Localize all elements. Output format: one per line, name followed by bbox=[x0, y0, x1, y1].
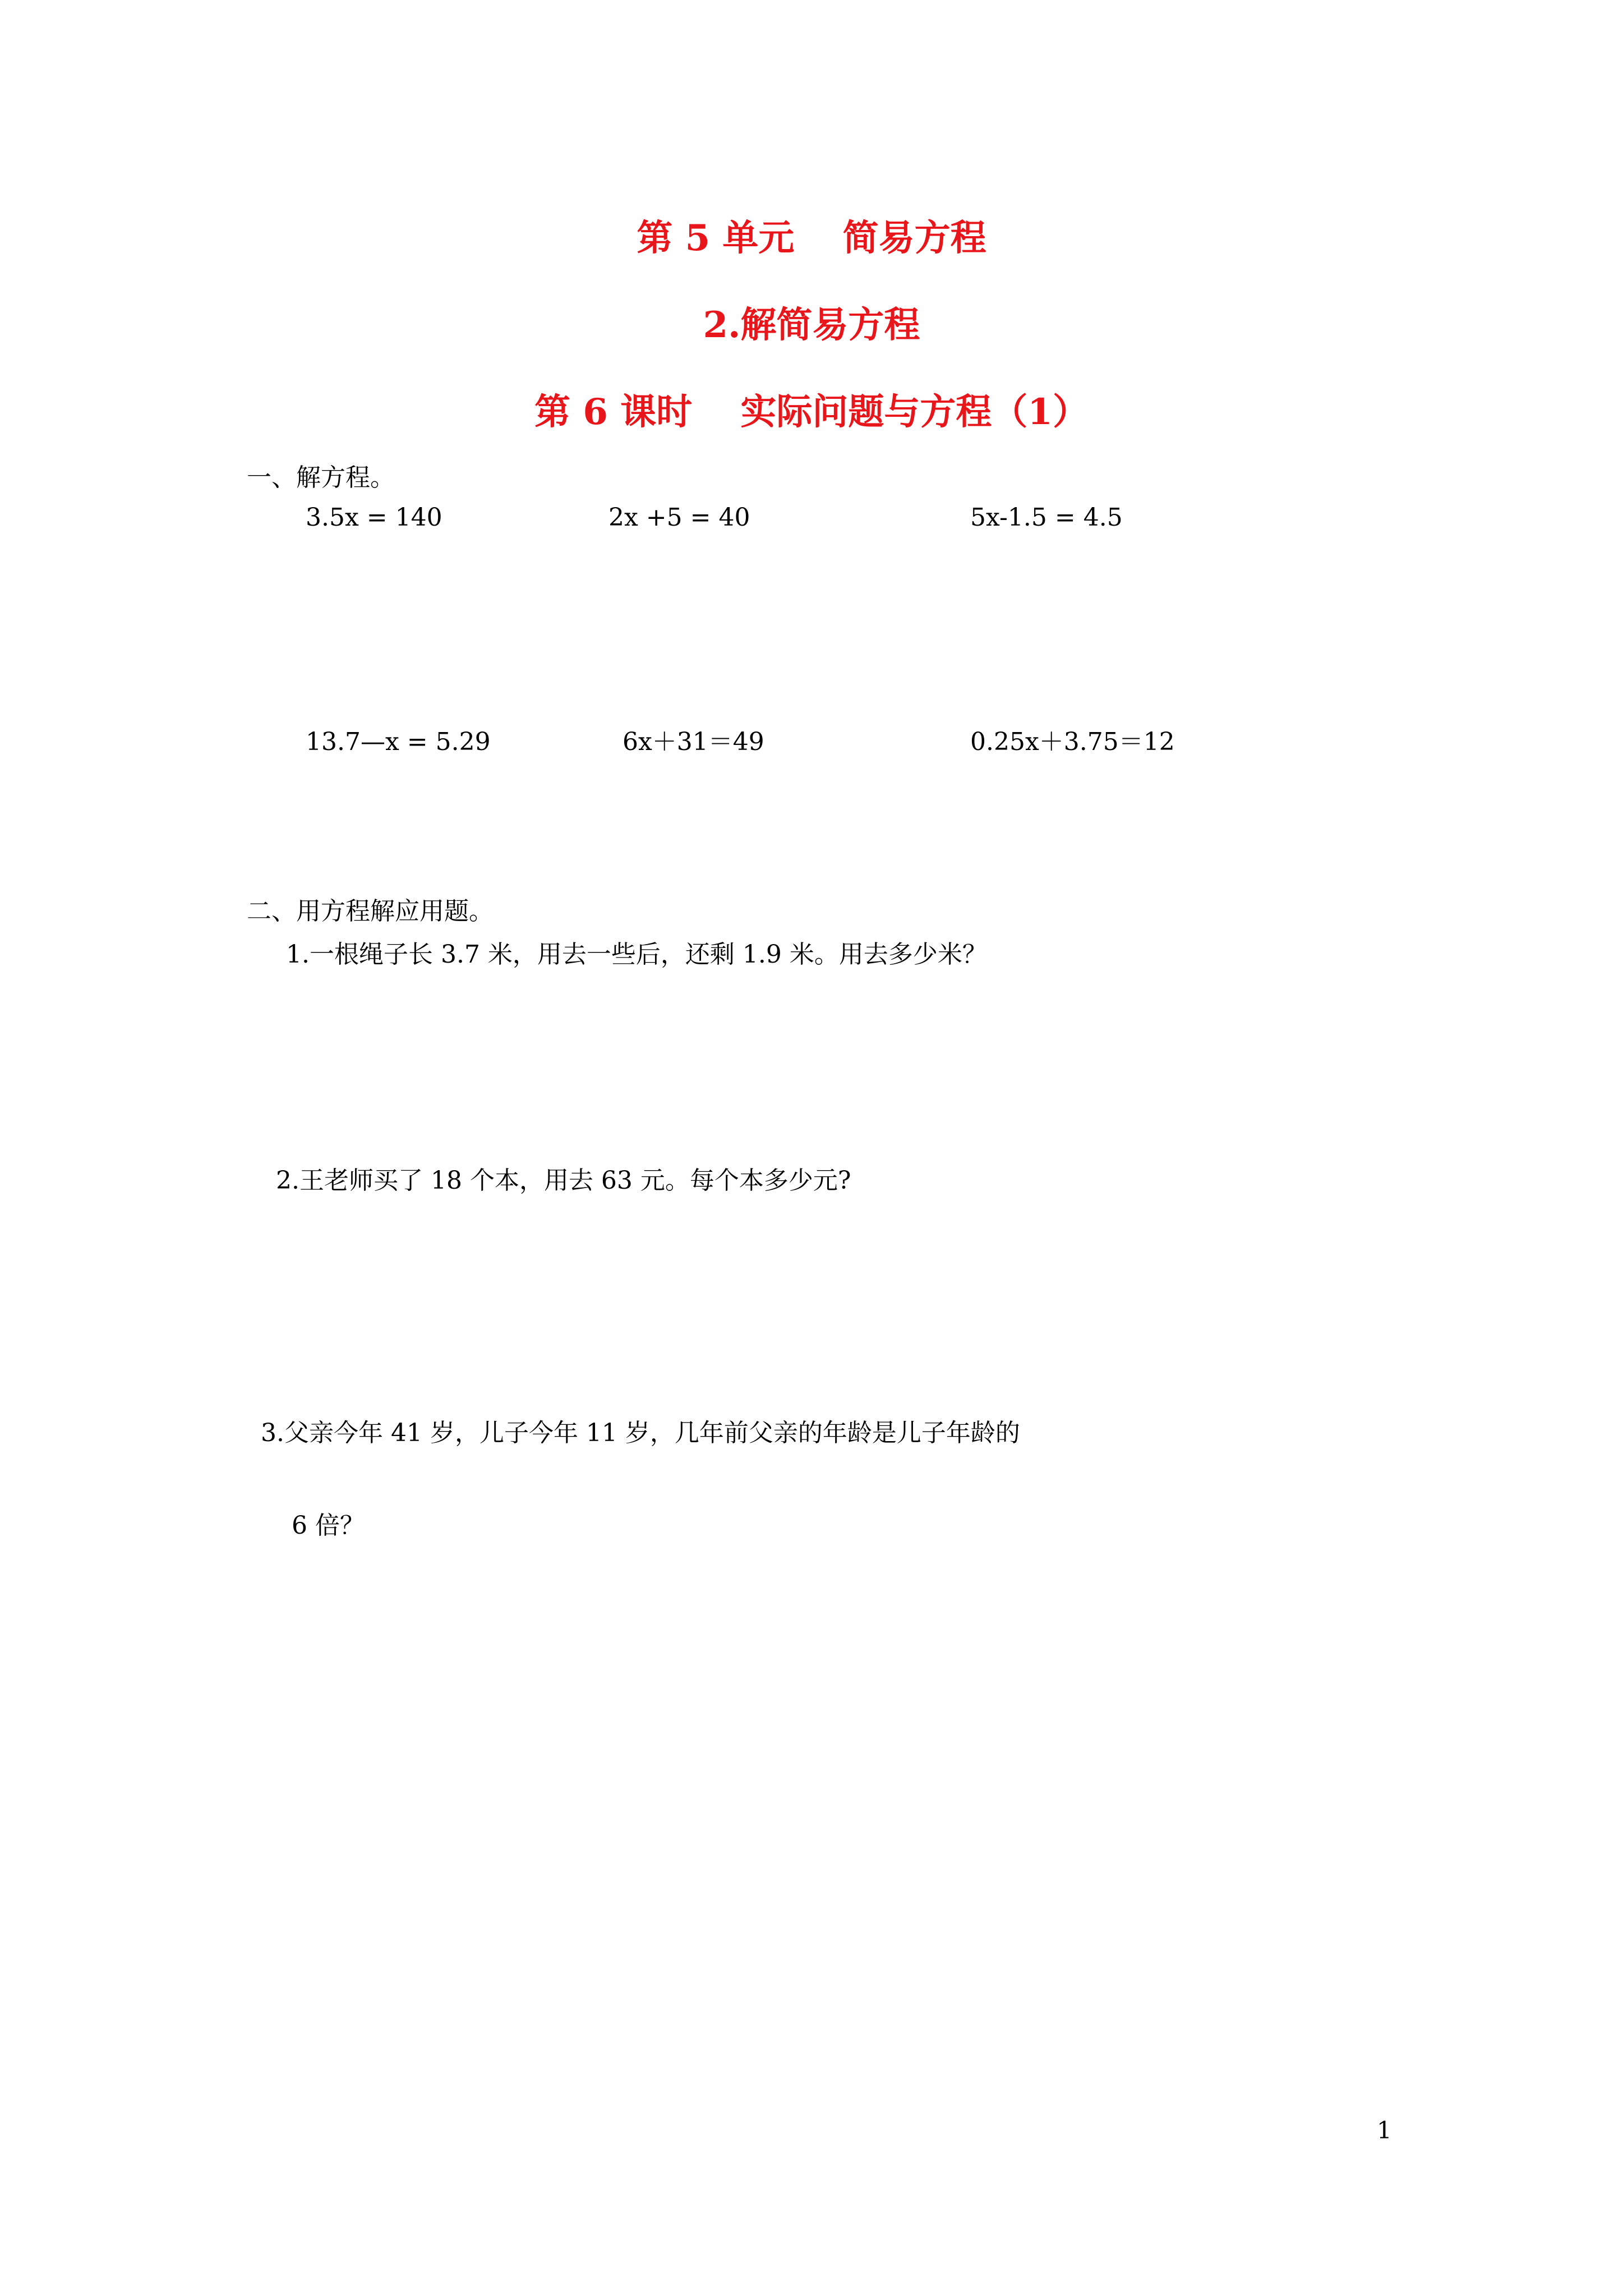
unit-title: 第 5 单元 简易方程 bbox=[637, 217, 986, 259]
equation-2: 2x +5 = 40 bbox=[608, 503, 750, 532]
equation-5: 6x＋31＝49 bbox=[623, 728, 764, 756]
equation-4: 13.7—x = 5.29 bbox=[306, 728, 491, 756]
equation-3: 5x-1.5 = 4.5 bbox=[970, 503, 1123, 532]
page-number: 1 bbox=[1377, 2116, 1392, 2144]
word-problem-3-line-1: 3.父亲今年 41 岁，儿子今年 11 岁，几年前父亲的年龄是儿子年龄的 bbox=[261, 1419, 1020, 1447]
lesson-title: 第 6 课时 实际问题与方程（1） bbox=[534, 391, 1089, 433]
word-problem-2: 2.王老师买了 18 个本，用去 63 元。每个本多少元? bbox=[276, 1166, 851, 1195]
equation-6: 0.25x＋3.75＝12 bbox=[970, 728, 1175, 756]
part2-heading: 二、用方程解应用题。 bbox=[247, 897, 494, 926]
section-title: 2.解简易方程 bbox=[703, 304, 920, 346]
word-problem-3-line-2: 6 倍？ bbox=[292, 1511, 365, 1540]
part1-heading: 一、解方程。 bbox=[247, 463, 395, 492]
equation-1: 3.5x = 140 bbox=[306, 503, 442, 532]
word-problem-1: 1.一根绳子长 3.7 米，用去一些后，还剩 1.9 米。用去多少米？ bbox=[286, 940, 987, 969]
